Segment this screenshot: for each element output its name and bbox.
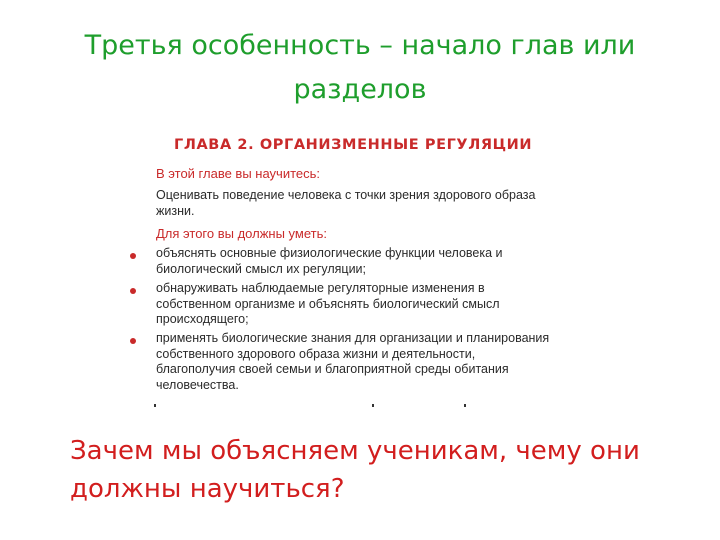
bullet-icon [130, 288, 136, 294]
learn-text: Оценивать поведение человека с точки зрения здорового образа жизни. [156, 188, 536, 218]
learn-heading: В этой главе вы научитесь: [156, 166, 320, 181]
bullet-icon [130, 338, 136, 344]
cut-mark [154, 404, 156, 407]
skill-item: обнаруживать наблюдаемые регуляторные изменения в собственном организме и объяснять биологический смысл происходящего; [156, 281, 500, 326]
skill-item: объяснять основные физиологические функции человека и биологический смысл их регуляции; [156, 246, 503, 276]
chapter-title: ГЛАВА 2. ОРГАНИЗМЕННЫЕ РЕГУЛЯЦИИ [174, 137, 533, 153]
page-cut-marks [154, 404, 484, 408]
bullet-icon [130, 253, 136, 259]
textbook-page-image [124, 130, 564, 412]
slide-title: Третья особенность – начало глав или разделов [84, 30, 636, 105]
skill-item: применять биологические знания для организации и планирования собственного здорового образа жизни и деятельности, благополучия своей семьи и благоприятной среды обитания человечества. [156, 331, 550, 392]
skills-heading: Для этого вы должны уметь: [156, 226, 327, 241]
cut-mark [464, 404, 466, 407]
question-text: Зачем мы объясняем ученикам, чему они должны научиться? [70, 436, 640, 504]
cut-mark [372, 404, 374, 407]
